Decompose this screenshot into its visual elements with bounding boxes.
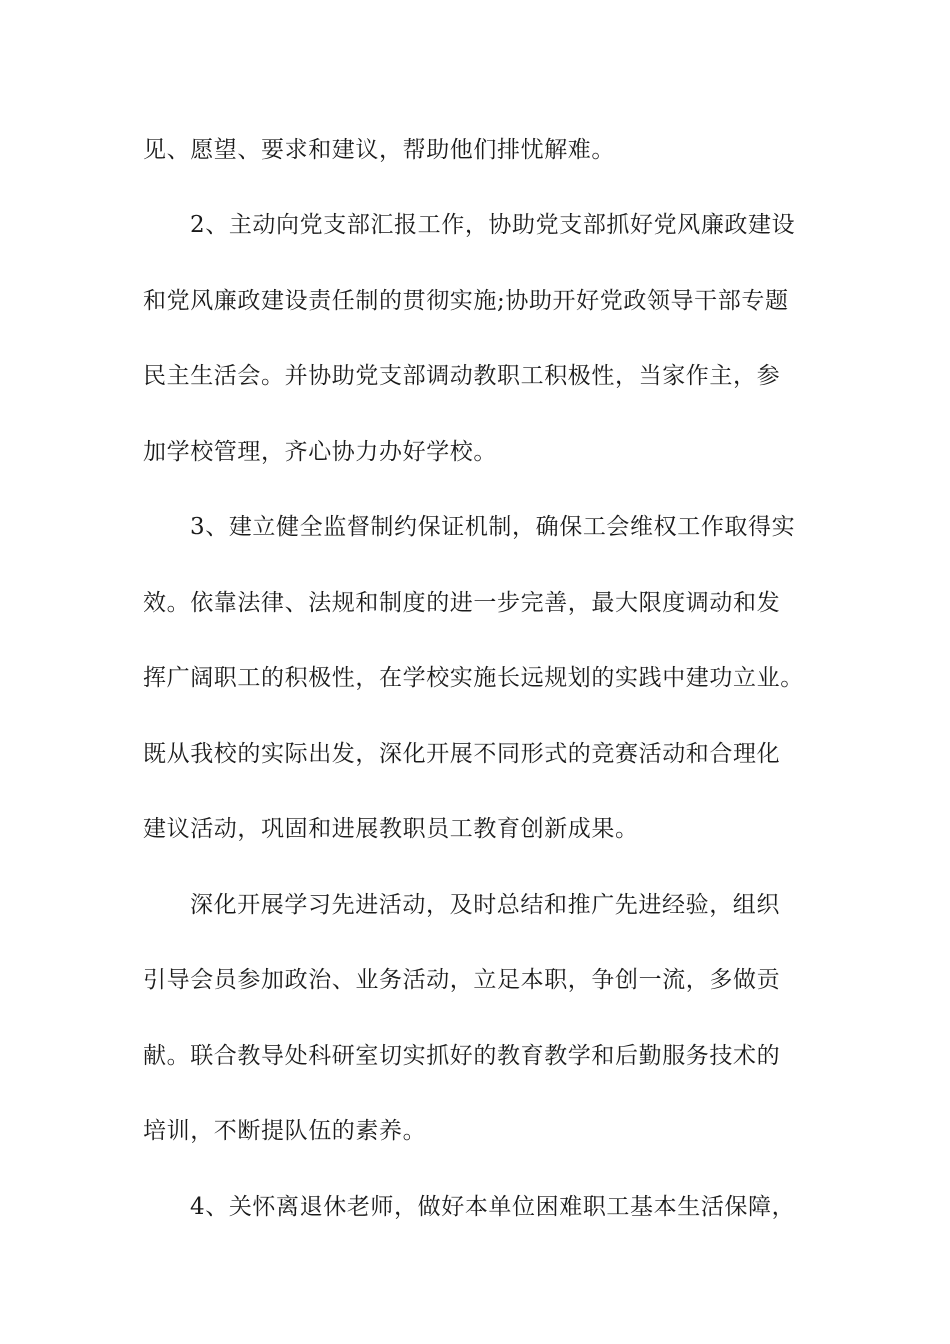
paragraph-2-start: 2、主动向党支部汇报工作，协助党支部抓好党风廉政建设 xyxy=(190,212,796,238)
text-line: 见、愿望、要求和建议，帮助他们排忧解难。 xyxy=(143,137,615,163)
text-line: 建议活动，巩固和进展教职员工教育创新成果。 xyxy=(143,816,639,842)
paragraph-4-start: 4、关怀离退休老师，做好本单位困难职工基本生活保障， xyxy=(190,1194,796,1220)
paragraph-start: 深化开展学习先进活动，及时总结和推广先进经验，组织 xyxy=(190,892,780,918)
text-line: 加学校管理，齐心协力办好学校。 xyxy=(143,439,497,465)
text-line: 效。依靠法律、法规和制度的进一步完善，最大限度调动和发 xyxy=(143,590,781,616)
text-line: 既从我校的实际出发，深化开展不同形式的竞赛活动和合理化 xyxy=(143,741,781,767)
text-line: 民主生活会。并协助党支部调动教职工积极性，当家作主，参 xyxy=(143,363,781,389)
text-line: 献。联合教导处科研室切实抓好的教育教学和后勤服务技术的 xyxy=(143,1043,781,1069)
text-line: 培训，不断提队伍的素养。 xyxy=(143,1118,427,1144)
paragraph-3-start: 3、建立健全监督制约保证机制，确保工会维权工作取得实 xyxy=(190,514,796,540)
text-line: 挥广阔职工的积极性，在学校实施长远规划的实践中建功立业。 xyxy=(143,665,804,691)
text-line: 和党风廉政建设责任制的贯彻实施;协助开好党政领导干部专题 xyxy=(143,288,789,314)
text-line: 引导会员参加政治、业务活动，立足本职，争创一流，多做贡 xyxy=(143,967,781,993)
